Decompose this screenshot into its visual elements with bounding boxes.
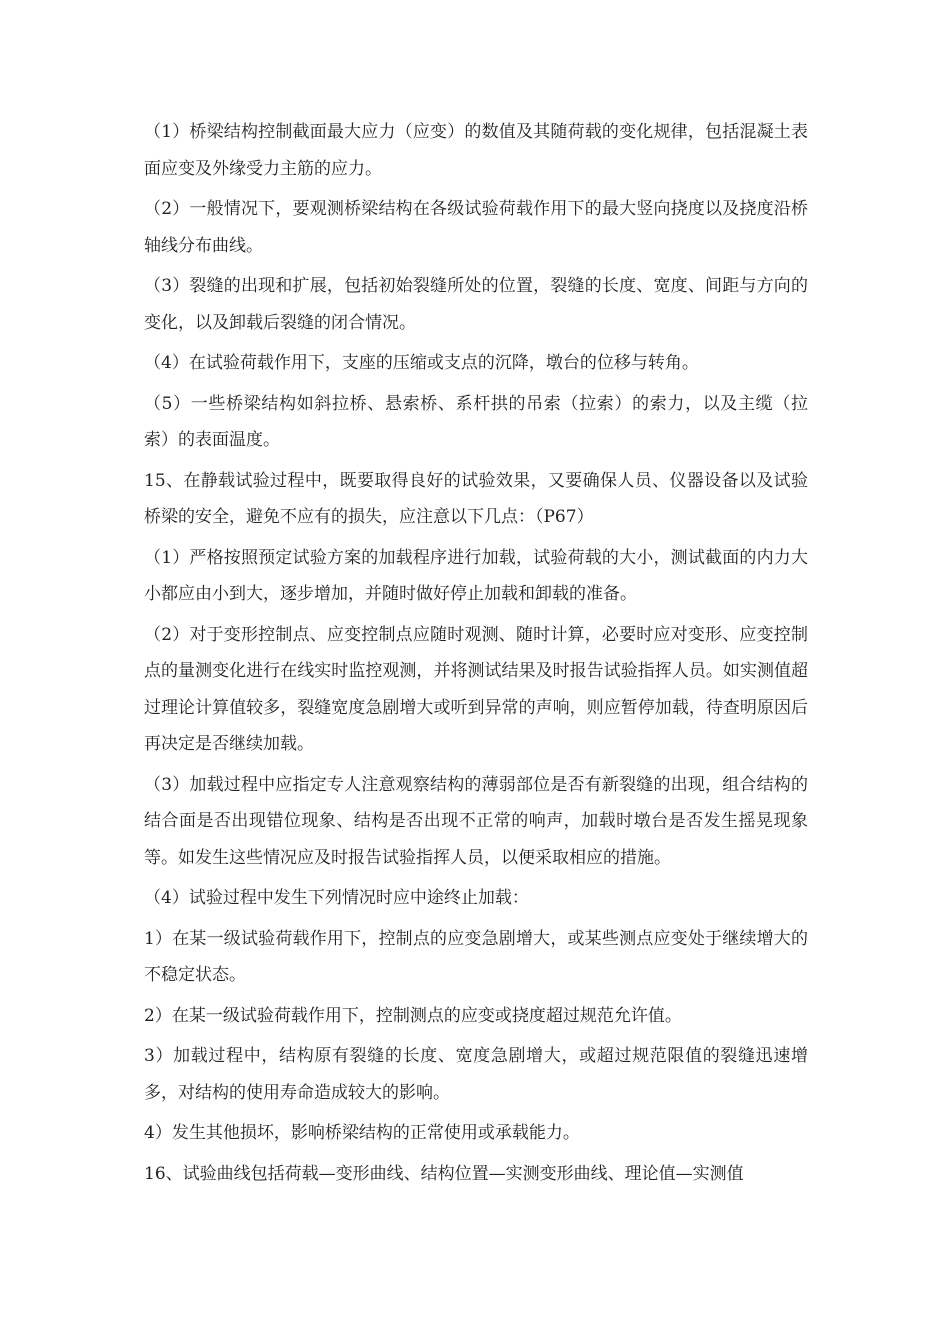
paragraph-item-15-1: （1）严格按照预定试验方案的加载程序进行加载，试验荷载的大小，测试截面的内力大小都应由小到大，逐步增加，并随时做好停止加载和卸载的准备。 — [144, 547, 808, 604]
paragraph-item-15-2: （2）对于变形控制点、应变控制点应随时观测、随时计算，必要时应对变形、应变控制点的量测变化进行在线实时监控观测，并将测试结果及时报告试验指挥人员。如实测值超过理论计算值较多，裂缝宽度急剧增大或听到异常的声响，则应暂停加载，待查明原因后再决定是否继续加载。 — [144, 624, 808, 754]
section-heading-15: 15、在静载试验过程中，既要取得良好的试验效果，又要确保人员、仪器设备以及试验桥梁的安全，避免不应有的损失，应注意以下几点：（P67） — [144, 470, 808, 527]
paragraph-item-5: （5）一些桥梁结构如斜拉桥、悬索桥、系杆拱的吊索（拉索）的索力，以及主缆（拉索）的表面温度。 — [144, 393, 808, 450]
paragraph-item-15-3: （3）加载过程中应指定专人注意观察结构的薄弱部位是否有新裂缝的出现，组合结构的结合面是否出现错位现象、结构是否出现不正常的响声，加载时墩台是否发生摇晃现象等。如发生这些情况应及时报告试验指挥人员，以便采取相应的措施。 — [144, 774, 808, 868]
sub-item-2: 2）在某一级试验荷载作用下，控制测点的应变或挠度超过规范允许值。 — [144, 1005, 682, 1026]
paragraph-item-3: （3）裂缝的出现和扩展，包括初始裂缝所处的位置，裂缝的长度、宽度、间距与方向的变化，以及卸载后裂缝的闭合情况。 — [144, 276, 808, 333]
sub-item-1: 1）在某一级试验荷载作用下，控制点的应变急剧增大，或某些测点应变处于继续增大的不稳定状态。 — [144, 928, 808, 985]
paragraph-item-4: （4）在试验荷载作用下，支座的压缩或支点的沉降，墩台的位移与转角。 — [144, 353, 699, 373]
paragraph-item-2: （2）一般情况下，要观测桥梁结构在各级试验荷载作用下的最大竖向挠度以及挠度沿桥轴线分布曲线。 — [144, 199, 808, 256]
sub-item-3: 3）加载过程中，结构原有裂缝的长度、宽度急剧增大，或超过规范限值的裂缝迅速增多，对结构的使用寿命造成较大的影响。 — [144, 1046, 808, 1103]
document-body — [144, 114, 808, 1196]
paragraph-item-1: （1）桥梁结构控制截面最大应力（应变）的数值及其随荷载的变化规律，包括混凝土表面应变及外缘受力主筋的应力。 — [144, 122, 808, 179]
section-heading-16: 16、试验曲线包括荷载—变形曲线、结构位置—实测变形曲线、理论值—实测值 — [144, 1163, 744, 1184]
paragraph-item-15-4: （4）试验过程中发生下列情况时应中途终止加载： — [144, 888, 529, 908]
sub-item-4: 4）发生其他损坏，影响桥梁结构的正常使用或承载能力。 — [144, 1123, 580, 1143]
